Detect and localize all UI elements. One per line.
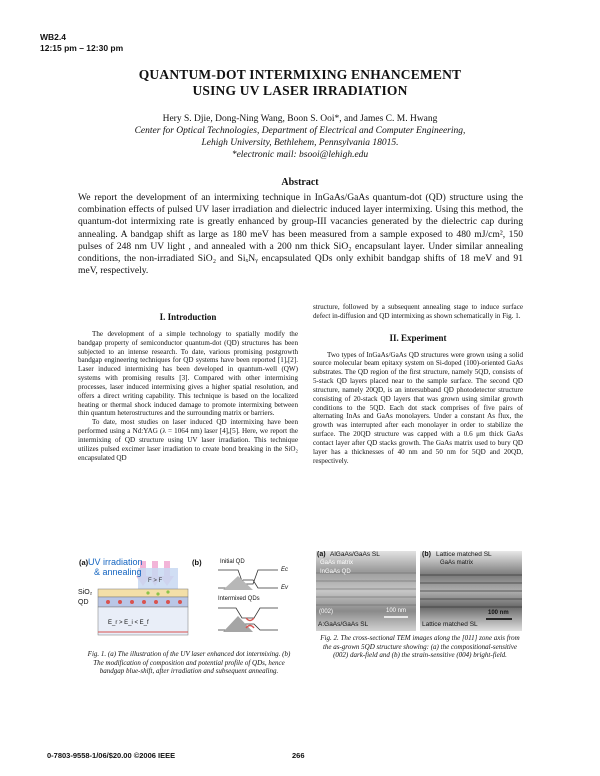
fig1-label-a: (a) [79, 558, 89, 567]
tem-a-scale-label: 100 nm [386, 608, 407, 614]
intermixed-qds-label: Intermixed QDs [218, 596, 260, 602]
experiment-paragraph-1: Two types of InGaAs/GaAs QD structures were grown using a solid source molecular beam epitaxy system on Si-doped (100)-oriented GaAs substrates. The QD region of the first structure, namely 5QD, consists of 5-stack QD layers placed near to the sample surface. The second QD structure, namely 20QD, is an intersubband QD photodetector structure consisting of 20-stack QD layers that was grown using similar growth conditions to the 5QD. Each dot stack comprises of five pairs of alternating InAs and GaAs monolayers. Under a constant As flux, the growth was interrupted after each monolayer in order to stabilize the surface. The 20QD structure was capped with a 0.6 μm thick GaAs contact layer after QD stacks growth. The GaAs matrix used to bury QD layer has a thicknesses of 40 nm and 50 nm for 5QD and 20QD, respectively. [313, 350, 523, 465]
abstract-text: We report the development of an intermixing technique in InGaAs/GaAs quantum-dot (QD) structure using the combination effects of pulsed UV laser irradiation and dielectric induced layer intermixing. Using this method, the quantum-dot intermixing rate is greatly enhanced by group-III vacancies generated by the dielectric cap during annealing. A bandgap shift as large as 180 meV has been measured from a sample exposed to 480 mJ/cm², 150 pulses of 248 nm UV light , and annealed with a 200 nm thick SiO₂ encapsulant layer. Under similar annealing conditions, the non-irradiated SiO₂ and SiₓNᵧ encapsulated QDs only exhibit bandgap shifts of 18 meV and 91 meV, respectively. [78, 192, 523, 277]
tem-a-matrix-label: GaAs matrix [320, 560, 354, 566]
title-line-1: QUANTUM-DOT INTERMIXING ENHANCEMENT [138, 67, 462, 82]
tem-a-qd-label: InGaAs QD [320, 569, 351, 575]
author-list: Hery S. Djie, Dong-Ning Wang, Boon S. Ooi*, and James C. M. Hwang [162, 114, 438, 124]
tem-b-top-label: Lattice matched SL [436, 551, 492, 558]
fig2-label-a: (a) [317, 551, 326, 558]
fig1-label-b: (b) [192, 558, 202, 567]
tem-a-bottom-label: A:GaAs/GaAs SL [318, 621, 369, 628]
session-info [40, 32, 123, 54]
affiliation-email: *electronic mail: bsooi@lehigh.edu [231, 150, 369, 160]
page-number: 266 [292, 751, 305, 760]
intro-paragraph-2: To date, most studies on laser induced QD intermixing have been performed using a Nd:YAG (λ = 1064 nm) laser [4],[5]. Here, we report the intermixing of QD structure using UV laser irradiation. This technique utilizes pulsed excimer laser irradiation to create bond breaking in the SiO₂ encapsulated QD [78, 418, 298, 462]
tem-b-bottom-label: Lattice matched SL [422, 621, 478, 628]
ev-label: Ev [281, 585, 289, 591]
intro-paragraph-1: The development of a simple technology to spatially modify the bandgap property of semiconductor quantum-dot (QD) structures has been subjected to an intense research. To date, various promising postgrowth bandgap engineering techniques for QD systems have been reported [1],[2]. Laser induced intermixing has been developed in quantum-well (QW) systems with promising results [3]. Compared with other intermixing processes, laser induced intermixing gives a higher spatial resolution, and offers a direct writing capability. This technique is based on the localized heating or thermal shock induced damage to promote intermixing between thin quantum heterostructures and the surrounding matrix or barriers. [78, 329, 298, 418]
experiment-heading: II. Experiment [389, 332, 447, 343]
abstract-heading: Abstract [281, 177, 319, 188]
figure-2-caption: Fig. 2. The cross-sectional TEM images along the [011] zone axis from the as-grown 5QD structure showing: (a) the compositional-sensitive (002) dark-field and (b) the strain-sensitive (004) bright-field. [320, 634, 520, 659]
figure-1-caption: Fig. 1. (a) The illustration of the UV laser enhanced dot intermixing. (b) The modification of composition and potential profile of QDs, hence bandgap blue-shift, after irradiation and subsequent annealing. [87, 650, 291, 675]
paper-title [0, 67, 600, 99]
left-column [78, 313, 298, 463]
tem-b-scale-label: 100 nm [488, 610, 509, 616]
sio2-label: SiO₂ [78, 589, 93, 596]
flux-label: F > F [148, 578, 163, 584]
right-column [313, 303, 523, 466]
initial-qd-shape [223, 576, 253, 590]
ec-label: Ec [281, 567, 289, 573]
figure-2 [316, 551, 522, 631]
tem-a-direction-label: (002) [319, 609, 334, 615]
fig2-label-b: (b) [422, 551, 431, 558]
affiliation-line-2: Lehigh University, Bethlehem, Pennsylvania 18015. [201, 138, 399, 148]
affiliation-line-1: Center for Optical Technologies, Department of Electrical and Computer Engineering, [134, 126, 466, 136]
intro-heading: I. Introduction [159, 312, 217, 322]
energy-relation-label: E_r > E_i < E_f [108, 620, 149, 626]
tem-b-matrix-label: GaAs matrix [440, 560, 474, 566]
session-time: 12:15 pm – 12:30 pm [40, 43, 124, 53]
fig1b-initial-band [218, 570, 278, 588]
tem-a-top-label: AlGaAs/GaAs SL [330, 551, 380, 558]
initial-qd-label: Initial QD [220, 559, 245, 565]
title-line-2: USING UV LASER IRRADIATION [192, 83, 408, 98]
figure-1 [78, 558, 300, 640]
session-code: WB2.4 [40, 32, 66, 42]
energy-shift-curve-lower [246, 626, 254, 629]
affiliation [0, 125, 600, 161]
intro-continuation: structure, followed by a subsequent annealing stage to induce surface defect in-diffusion and QD intermixing as shown schematically in Fig. 1. [313, 303, 523, 320]
footer-copyright: 0-7803-9558-1/06/$20.00 ©2006 IEEE [47, 751, 176, 760]
annealing-label: & annealing [94, 567, 142, 577]
uv-irradiation-label: UV irradiation [88, 558, 143, 567]
sio2-layer [98, 589, 188, 597]
qd-label: QD [78, 599, 89, 606]
